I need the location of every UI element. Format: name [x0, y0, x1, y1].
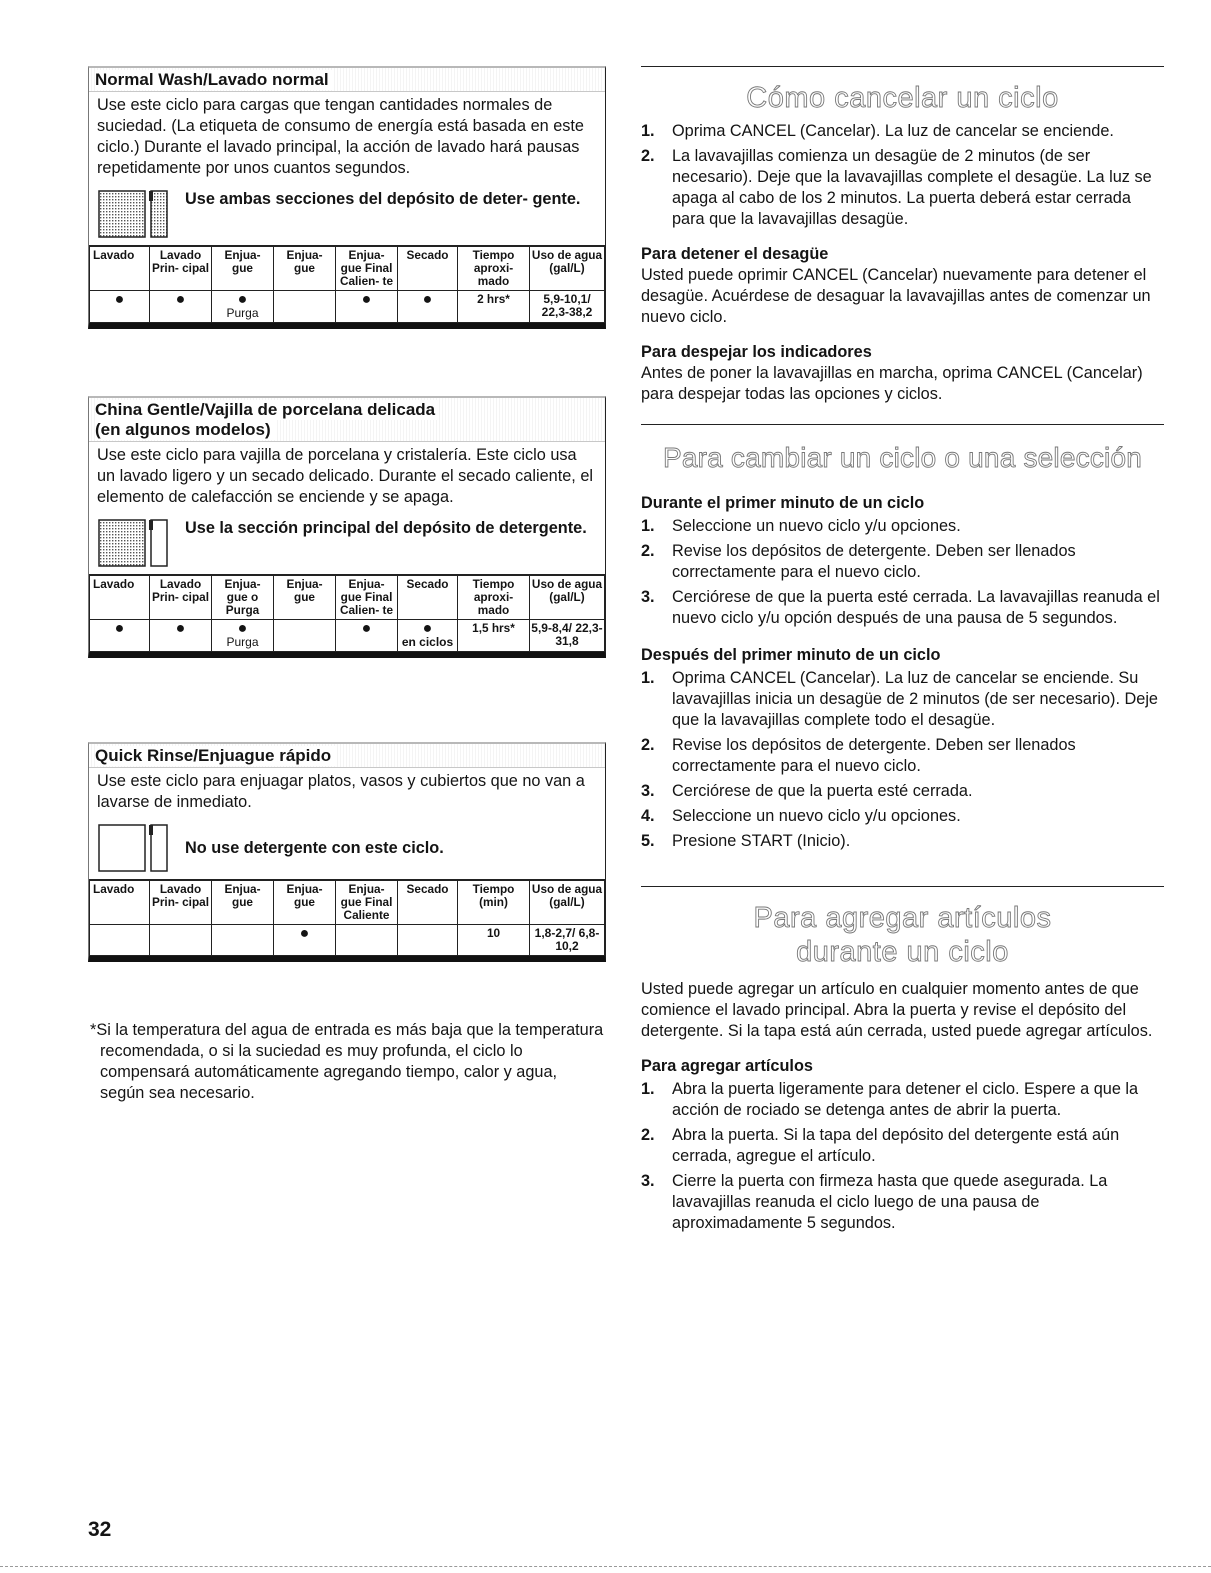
- header-cell: Lavado Prin- cipal: [150, 246, 212, 291]
- footnote: *Si la temperatura del agua de entrada es más baja que la temperatura recomendada, o si la suciedad es muy profunda, el ciclo lo compensará automáticamente agregando tiempo, calor y agua, según sea necesario.: [90, 1021, 604, 1102]
- header-cell: Enjua- gue: [274, 575, 336, 620]
- cycle-china-gentle: [88, 396, 606, 658]
- table-cell-water: 5,9-10,1/ 22,3-38,2: [530, 291, 605, 323]
- cycle-title: Quick Rinse/Enjuague rápido: [89, 744, 605, 768]
- header-cell: Lavado Prin- cipal: [150, 575, 212, 620]
- subheading: Para despejar los indicadores: [641, 343, 872, 361]
- table-cell: ●: [398, 291, 458, 323]
- subheading: Para detener el desagüe: [641, 245, 829, 263]
- change-section: [641, 424, 1164, 852]
- cancel-section: [641, 66, 1164, 405]
- section-title: Para cambiar un ciclo o una selección: [663, 442, 1142, 473]
- detergent-note: No use detergente con este ciclo.: [185, 838, 444, 857]
- header-cell: Lavado: [90, 880, 150, 925]
- table-cell: [274, 620, 336, 652]
- cycle-description: Use este ciclo para enjuagar platos, vasos y cubiertos que no van a lavarse de inmediato.: [97, 772, 585, 811]
- cycle-table: [89, 879, 605, 956]
- section-divider: [641, 66, 1164, 67]
- cycle-quick-rinse: [88, 742, 606, 962]
- list-item: 5. Presione START (Inicio).: [641, 832, 851, 850]
- detergent-instruction: [89, 512, 605, 574]
- header-cell: Lavado Prin- cipal: [150, 880, 212, 925]
- table-cell: ● en ciclos: [398, 620, 458, 652]
- list-item: 1. Abra la puerta ligeramente para detener el ciclo. Espere a que la acción de rociado se detenga antes de abrir la puerta.: [641, 1080, 1139, 1119]
- table-cell: ●: [336, 291, 398, 323]
- cycle-description: Use este ciclo para cargas que tengan cantidades normales de suciedad. (La etiqueta de consumo de energía está basada en este ciclo.) Durante el lavado principal, la acción de lavado hará pausas repetidamente por unos cuantos segundos.: [97, 96, 584, 177]
- table-cell: ●: [274, 925, 336, 956]
- header-cell: Enjua- gue o Purga: [212, 575, 274, 620]
- table-cell: [90, 925, 150, 956]
- table-cell: [150, 925, 212, 956]
- table-cell: ● Purga: [212, 620, 274, 652]
- list-item: 2. Revise los depósitos de detergente. Deben ser llenados correctamente para el nuevo ciclo.: [641, 542, 1076, 581]
- list-item: 1. Oprima CANCEL (Cancelar). La luz de cancelar se enciende.: [641, 122, 1114, 140]
- cycle-title: China Gentle/Vajilla de porcelana delicada (en algunos modelos): [89, 398, 605, 442]
- table-cell: ●: [90, 291, 150, 323]
- header-cell: Enjua- gue: [274, 246, 336, 291]
- after-minute-steps: [641, 668, 1164, 852]
- cycle-table: [89, 245, 605, 323]
- table-header-row: [90, 246, 605, 291]
- add-items-section: [641, 886, 1164, 1234]
- cycle-title: Normal Wash/Lavado normal: [89, 68, 605, 92]
- header-cell: Enjua- gue Final Caliente: [336, 880, 398, 925]
- list-item: 4. Seleccione un nuevo ciclo y/u opciones.: [641, 807, 961, 825]
- cycle-table: [89, 574, 605, 652]
- list-item: 2. Revise los depósitos de detergente. Deben ser llenados correctamente para el nuevo ciclo.: [641, 736, 1076, 775]
- header-cell: Enjua- gue Final Calien- te: [336, 575, 398, 620]
- list-item: 3. Cerciórese de que la puerta esté cerrada.: [641, 782, 973, 800]
- header-cell: Secado: [398, 246, 458, 291]
- table-header-row: [90, 575, 605, 620]
- header-cell: Lavado: [90, 575, 150, 620]
- detergent-dispenser-both-icon: [97, 187, 171, 239]
- table-cell: [398, 925, 458, 956]
- table-cell-time: 2 hrs*: [458, 291, 530, 323]
- header-cell: Enjua- gue: [274, 880, 336, 925]
- section-title: Para agregar artículos durante un ciclo: [753, 902, 1052, 968]
- section-title: Cómo cancelar un ciclo: [746, 82, 1059, 114]
- header-cell: Enjua- gue: [212, 880, 274, 925]
- list-item: 1. Seleccione un nuevo ciclo y/u opciones.: [641, 517, 961, 535]
- detergent-dispenser-empty-icon: [97, 821, 171, 873]
- header-cell: Enjua- gue: [212, 246, 274, 291]
- subheading: Durante el primer minuto de un ciclo: [641, 494, 925, 512]
- detergent-instruction: [89, 817, 605, 879]
- table-cell: ●: [150, 620, 212, 652]
- table-cell: [212, 925, 274, 956]
- header-cell: Uso de agua (gal/L): [530, 246, 605, 291]
- bottom-divider: [0, 1566, 1211, 1567]
- subheading: Para agregar artículos: [641, 1057, 813, 1075]
- table-row: [90, 620, 605, 652]
- paragraph: Usted puede oprimir CANCEL (Cancelar) nuevamente para detener el desagüe. Acuérdese de desaguar la lavavajillas antes de comenzar un nuevo ciclo.: [641, 266, 1151, 326]
- table-cell: ● Purga: [212, 291, 274, 323]
- table-cell: ●: [90, 620, 150, 652]
- header-cell: Enjua- gue Final Calien- te: [336, 246, 398, 291]
- page-number: 32: [88, 1518, 112, 1541]
- detergent-dispenser-main-icon: [97, 516, 171, 568]
- list-item: 2. La lavavajillas comienza un desagüe de 2 minutos (de ser necesario). Deje que la lavavajillas complete el desagüe. La luz se apaga al cabo de los 2 minutos. La puerta deberá estar cerrada para que la lavavajillas desagüe.: [641, 147, 1152, 228]
- table-header-row: [90, 880, 605, 925]
- cycle-description: Use este ciclo para vajilla de porcelana y cristalería. Este ciclo usa un lavado ligero y un secado delicado. Durante el secado caliente, el elemento de calefacción se enciende y se apaga.: [97, 446, 593, 506]
- header-cell: Lavado: [90, 246, 150, 291]
- header-cell: Tiempo aproxi- mado: [458, 575, 530, 620]
- table-cell-water: 5,9-8,4/ 22,3-31,8: [530, 620, 605, 652]
- table-cell: [336, 925, 398, 956]
- table-row: [90, 291, 605, 323]
- header-cell: Tiempo aproxi- mado: [458, 246, 530, 291]
- paragraph: Antes de poner la lavavajillas en marcha, oprima CANCEL (Cancelar) para despejar todas las opciones y ciclos.: [641, 364, 1143, 403]
- detergent-note: Use ambas secciones del depósito de deter- gente.: [185, 190, 581, 208]
- header-cell: Secado: [398, 880, 458, 925]
- paragraph: Usted puede agregar un artículo en cualquier momento antes de que comience el lavado principal. Abra la puerta y revise el depósito del detergente. Si la tapa está aún cerrada, usted puede agregar artículos.: [641, 980, 1153, 1040]
- table-cell-time: 10: [458, 925, 530, 956]
- list-item: 1. Oprima CANCEL (Cancelar). La luz de cancelar se enciende. Su lavavajillas inicia un desagüe de 2 minutos (de ser necesario). Deje que la lavavajillas complete todo el desagüe.: [641, 669, 1158, 729]
- table-row: [90, 925, 605, 956]
- first-minute-steps: [641, 516, 1164, 629]
- list-item: 3. Cerciórese de que la puerta esté cerrada. La lavavajillas reanuda el nuevo ciclo y/u opción después de una pausa de 5 segundos.: [641, 588, 1160, 627]
- add-items-steps: [641, 1079, 1164, 1234]
- detergent-note: Use la sección principal del depósito de detergente.: [185, 519, 587, 537]
- list-item: 2. Abra la puerta. Si la tapa del depósito del detergente está aún cerrada, agregue el artículo.: [641, 1126, 1120, 1165]
- header-cell: Secado: [398, 575, 458, 620]
- table-cell: ●: [336, 620, 398, 652]
- section-divider: [641, 886, 1164, 887]
- header-cell: Uso de agua (gal/L): [530, 575, 605, 620]
- table-cell: ●: [150, 291, 212, 323]
- table-cell: [274, 291, 336, 323]
- header-cell: Tiempo (min): [458, 880, 530, 925]
- detergent-instruction: [89, 183, 605, 245]
- list-item: 3. Cierre la puerta con firmeza hasta que quede asegurada. La lavavajillas reanuda el ciclo luego de una pausa de aproximadamente 5 segundos.: [641, 1172, 1108, 1232]
- cancel-steps: [641, 121, 1164, 230]
- section-divider: [641, 424, 1164, 425]
- cycle-normal-wash: [88, 66, 606, 329]
- table-cell-time: 1,5 hrs*: [458, 620, 530, 652]
- header-cell: Uso de agua (gal/L): [530, 880, 605, 925]
- table-cell-water: 1,8-2,7/ 6,8-10,2: [530, 925, 605, 956]
- subheading: Después del primer minuto de un ciclo: [641, 646, 941, 664]
